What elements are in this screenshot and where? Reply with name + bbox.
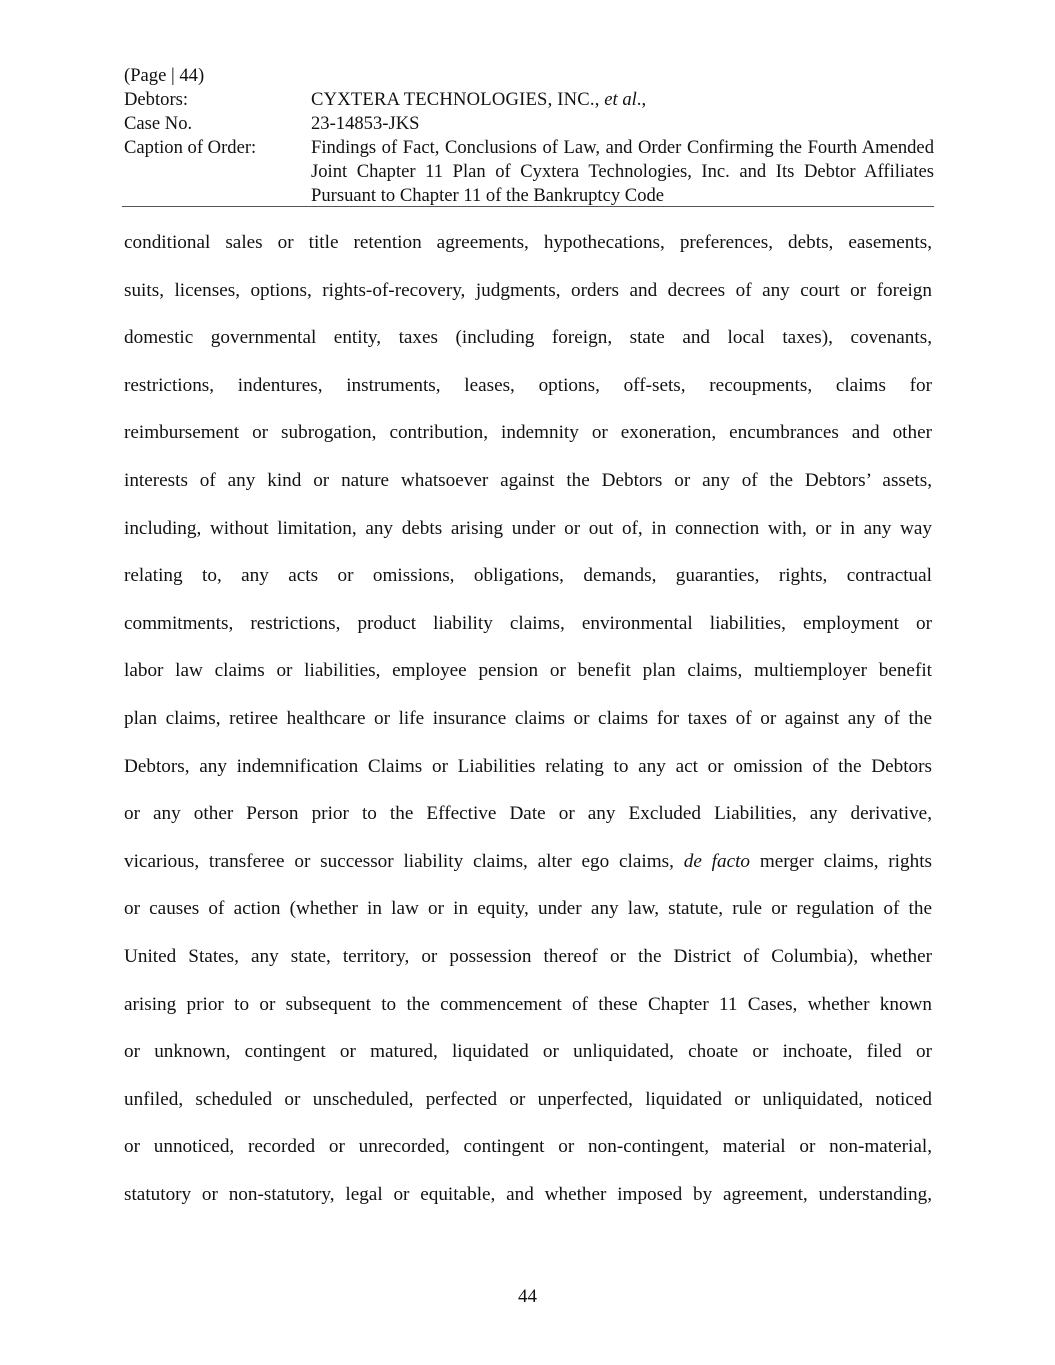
caption-label: Caption of Order:: [124, 137, 257, 158]
debtors-etal: et al: [604, 89, 637, 110]
text-line: reimbursement or subrogation, contribution, indemnity or exoneration, encumbrances and other: [124, 422, 932, 444]
text-line: interests of any kind or nature whatsoever against the Debtors or any of the Debtors’ assets,: [124, 469, 932, 491]
page-reference: (Page | 44): [124, 65, 205, 86]
text-line: arising prior to or subsequent to the commencement of these Chapter 11 Cases, whether known: [124, 993, 932, 1015]
text-line: United States, any state, territory, or possession thereof or the District of Columbia), whether: [124, 945, 932, 967]
text-line: suits, licenses, options, rights-of-recovery, judgments, orders and decrees of any court or foreign: [124, 279, 932, 301]
text-line: statutory or non-statutory, legal or equitable, and whether imposed by agreement, understanding,: [124, 1183, 932, 1205]
case-label: Case No.: [124, 113, 193, 134]
debtors-value: [311, 88, 934, 112]
text-line: restrictions, indentures, instruments, leases, options, off-sets, recoupments, claims for: [124, 374, 932, 396]
debtors-label: Debtors:: [124, 89, 189, 110]
debtors-tail: .,: [636, 89, 647, 110]
text-line: conditional sales or title retention agreements, hypothecations, preferences, debts, easements,: [124, 232, 932, 253]
case-row: [124, 112, 934, 136]
caption-row: [124, 136, 934, 208]
text-line: domestic governmental entity, taxes (including foreign, state and local taxes), covenants,: [124, 327, 932, 349]
text-line: commitments, restrictions, product liability claims, environmental liabilities, employment or: [124, 612, 932, 634]
header-divider: [122, 206, 934, 207]
debtors-row: [124, 88, 934, 112]
text-line: Debtors, any indemnification Claims or Liabilities relating to any act or omission of the Debtors: [124, 755, 932, 777]
order-header: [124, 64, 934, 208]
text-line: or causes of action (whether in law or in equity, under any law, statute, rule or regulation of the: [124, 898, 932, 920]
text-line: labor law claims or liabilities, employee pension or benefit plan claims, multiemployer benefit: [124, 660, 932, 682]
text-line: or any other Person prior to the Effective Date or any Excluded Liabilities, any derivative,: [124, 803, 932, 825]
text-line: or unknown, contingent or matured, liquidated or unliquidated, choate or inchoate, filed or: [124, 1041, 932, 1063]
text-line: including, without limitation, any debts arising under or out of, in connection with, or in any way: [124, 517, 932, 539]
case-number: 23-14853-JKS: [311, 113, 420, 134]
page-number: 44: [518, 1286, 537, 1307]
text-line: relating to, any acts or omissions, obligations, demands, guaranties, rights, contractual: [124, 565, 932, 587]
text-line-de-facto: [124, 840, 932, 888]
line-before-italic: vicarious, transferee or successor liability claims, alter ego claims,: [124, 850, 674, 872]
line-after-italic: merger claims, rights: [759, 850, 932, 872]
debtors-name: CYXTERA TECHNOLOGIES, INC.,: [311, 89, 600, 110]
caption-text: Findings of Fact, Conclusions of Law, and Order Confirming the Fourth Amended Joint Chapter 11 Plan of Cyxtera Technologies, Inc. and Its Debtor Affiliates Pursuant to Chapter 11 of the Bankruptcy Code: [311, 137, 934, 206]
text-line: plan claims, retiree healthcare or life insurance claims or claims for taxes of or against any of the: [124, 707, 932, 729]
text-line: or unnoticed, recorded or unrecorded, contingent or non-contingent, material or non-material,: [124, 1136, 932, 1158]
de-facto-italic: de facto: [683, 850, 751, 872]
text-line: unfiled, scheduled or unscheduled, perfected or unperfected, liquidated or unliquidated, noticed: [124, 1088, 932, 1110]
body-text: [124, 221, 932, 1220]
